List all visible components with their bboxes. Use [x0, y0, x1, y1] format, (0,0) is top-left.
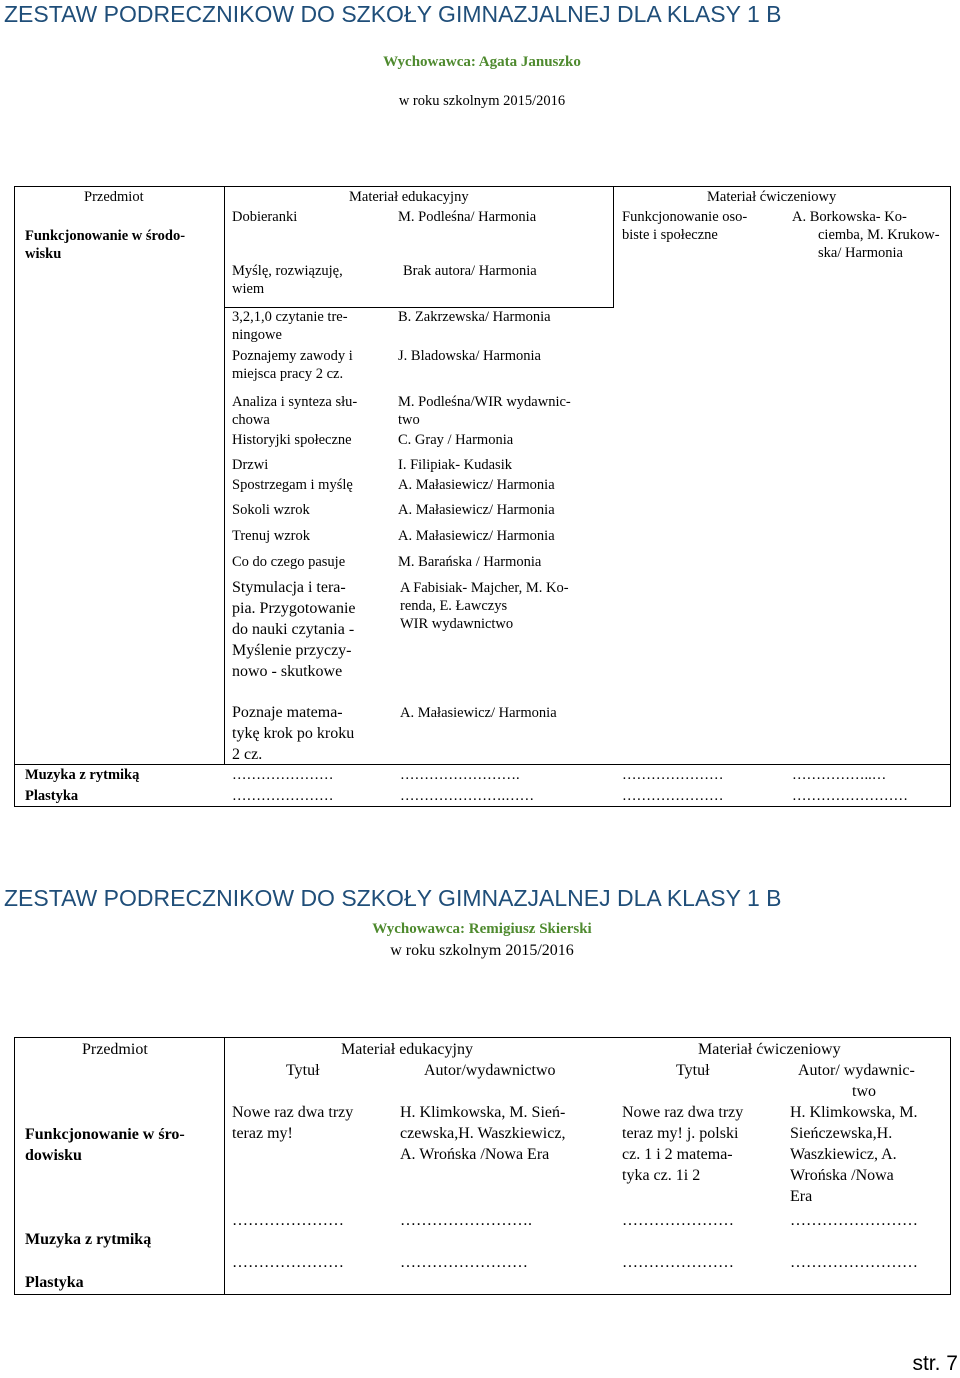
t2-subject-line1: Funkcjonowanie w śro- — [25, 1126, 185, 1143]
book-title-5: Historyjki społeczne — [232, 432, 352, 448]
book-author-2: B. Zakrzewska/ Harmonia — [398, 309, 551, 325]
t2-muzyka-dots-1: ………………… — [232, 1212, 344, 1229]
t1-plastyka-dots-1: ………………… — [232, 788, 334, 804]
t1-cw-title — [622, 208, 747, 244]
book-title-10: Co do czego pasuje — [232, 554, 346, 570]
t1-cw-title-line1: Funkcjonowanie oso- — [622, 209, 748, 225]
t1-muzyka-dots-1: ………………… — [232, 767, 334, 783]
t1-cw-author-line3: ska/ Harmonia — [818, 245, 903, 261]
t1-muzyka-dots-4: ……………..… — [792, 767, 887, 783]
section1-wychowawca: Wychowawca: Agata Januszko — [383, 54, 581, 70]
book-author-9: A. Małasiewicz/ Harmonia — [398, 528, 555, 544]
t2-header-edukacyjny: Materiał edukacyjny — [341, 1041, 473, 1058]
t2-cw-title: Nowe raz dwa trzy teraz my! j. polski cz. 1 i 2 matema- tyka cz. 1i 2 — [622, 1104, 744, 1184]
book-author-7: A. Małasiewicz/ Harmonia — [398, 477, 555, 493]
t2-header-autor-wyd2-line2: two — [852, 1083, 876, 1100]
section1-year: w roku szkolnym 2015/2016 — [398, 93, 566, 109]
t2-muzyka-dots-4: …………………… — [790, 1212, 918, 1229]
t1-plastyka-dots-3: ………………… — [622, 788, 724, 804]
t2-plastyka-label: Plastyka — [25, 1274, 84, 1291]
t2-header-cwiczeniowy: Materiał ćwiczeniowy — [698, 1041, 841, 1058]
book-title-2: 3,2,1,0 czytanie tre- ningowe — [232, 309, 348, 343]
book-title-8: Sokoli wzrok — [232, 502, 310, 518]
book-title-4: Analiza i synteza słu- chowa — [232, 394, 358, 428]
t1-header-edukacyjny: Materiał edukacyjny — [349, 189, 469, 205]
t2-plastyka-dots-3: ………………… — [622, 1254, 734, 1271]
book-author-3: J. Bladowska/ Harmonia — [398, 348, 541, 364]
book-author-12: A. Małasiewicz/ Harmonia — [400, 705, 557, 721]
t1-subject — [25, 227, 185, 263]
book-title-3: Poznajemy zawody i miejsca pracy 2 cz. — [232, 348, 353, 382]
book-author-11: A Fabisiak- Majcher, M. Ko- renda, E. Ławczys WIR wydawnictwo — [400, 580, 569, 632]
book-author-6: I. Filipiak- Kudasik — [398, 457, 512, 473]
t1-muzyka-label: Muzyka z rytmiką — [25, 767, 140, 783]
book-author-0: M. Podleśna/ Harmonia — [398, 209, 537, 225]
page-number: str. 7 — [912, 1352, 958, 1375]
t1-plastyka-dots-2: ………………….…… — [400, 788, 535, 804]
t1-muzyka-dots-3: ………………… — [622, 767, 724, 783]
book-title-9: Trenuj wzrok — [232, 528, 311, 544]
t1-plastyka-label: Plastyka — [25, 788, 79, 804]
t2-subject-line2: dowisku — [25, 1147, 82, 1164]
t2-muzyka-dots-3: ………………… — [622, 1212, 734, 1229]
book-title-1: Myślę, rozwiązuję, wiem — [232, 263, 343, 297]
section2-title: ZESTAW PODRECZNIKOW DO SZKOŁY GIMNAZJALNEJ DLA KLASY 1 B — [4, 885, 782, 911]
t1-header-przedmiot: Przedmiot — [84, 189, 144, 205]
t2-plastyka-dots-1: ………………… — [232, 1254, 344, 1271]
t1-cw-author-line1: A. Borkowska- Ko- — [792, 209, 907, 225]
t1-header-cwiczeniowy: Materiał ćwiczeniowy — [707, 189, 837, 205]
book-author-4: M. Podleśna/WIR wydawnic- two — [398, 394, 571, 428]
t2-header-tytul: Tytuł — [286, 1062, 320, 1079]
t2-plastyka-dots-2: …………………… — [400, 1254, 528, 1271]
book-author-10: M. Barańska / Harmonia — [398, 554, 542, 570]
book-title-12: Poznaje matema- tykę krok po kroku 2 cz. — [232, 704, 355, 763]
book-title-11: Stymulacja i tera- pia. Przygotowanie do nauki czytania - Myślenie przyczy- nowo - skutkowe — [232, 579, 356, 680]
t1-plastyka-dots-4: …………………… — [792, 788, 908, 804]
t1-subject-line2: wisku — [25, 246, 62, 262]
t2-edu-title: Nowe raz dwa trzy teraz my! — [232, 1104, 354, 1142]
t2-muzyka-label: Muzyka z rytmiką — [25, 1231, 152, 1248]
t2-muzyka-dots-2: ……………………. — [400, 1212, 532, 1229]
t2-cw-author: H. Klimkowska, M. Sieńczewska,H. Waszkiewicz, A. Wrońska /Nowa Era — [790, 1104, 918, 1205]
t2-plastyka-dots-4: …………………… — [790, 1254, 918, 1271]
section1-title: ZESTAW PODRECZNIKOW DO SZKOŁY GIMNAZJALNEJ DLA KLASY 1 B — [4, 1, 782, 27]
t1-cw-author-line2: ciemba, M. Krukow- — [818, 227, 940, 243]
t2-header-autor-wyd2 — [798, 1060, 915, 1102]
t1-subject-line1: Funkcjonowanie w środo- — [25, 228, 186, 244]
book-title-0: Dobieranki — [232, 209, 298, 225]
book-author-5: C. Gray / Harmonia — [398, 432, 514, 448]
t2-edu-author: H. Klimkowska, M. Sień- czewska,H. Waszkiewicz, A. Wrońska /Nowa Era — [400, 1104, 566, 1163]
t2-header-autor-wyd: Autor/wydawnictwo — [424, 1062, 556, 1079]
section2-year: w roku szkolnym 2015/2016 — [390, 942, 574, 959]
t1-cw-author — [792, 208, 940, 262]
book-author-8: A. Małasiewicz/ Harmonia — [398, 502, 555, 518]
t1-muzyka-dots-2: ……………………. — [400, 767, 520, 783]
t2-subject — [25, 1124, 185, 1166]
t1-cw-title-line2: biste i społeczne — [622, 227, 718, 243]
book-title-6: Drzwi — [232, 457, 269, 473]
t2-header-autor-wyd2-line1: Autor/ wydawnic- — [798, 1062, 915, 1079]
t2-header-przedmiot: Przedmiot — [82, 1041, 148, 1058]
book-title-7: Spostrzegam i myślę — [232, 477, 353, 493]
book-author-1: Brak autora/ Harmonia — [403, 263, 537, 279]
section2-wychowawca: Wychowawca: Remigiusz Skierski — [372, 921, 592, 937]
t2-header-tytul2: Tytuł — [676, 1062, 710, 1079]
